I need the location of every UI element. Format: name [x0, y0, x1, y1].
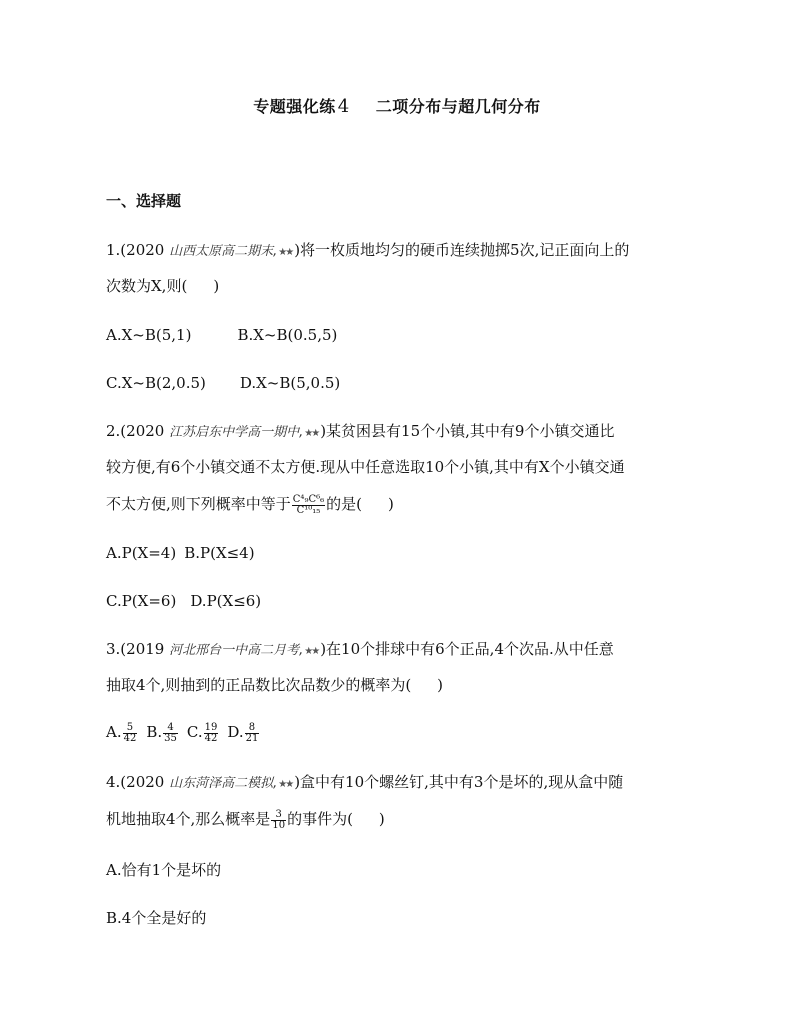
q1-number: 1.(2020: [106, 241, 165, 259]
q4-text2b: 的事件为(: [287, 810, 353, 828]
q3-option-c-frac: [204, 723, 219, 744]
q4-option-b: B.4个全是好的: [106, 909, 207, 927]
q3-option-b-frac: [163, 723, 178, 744]
difficulty-stars-icon: ★★: [278, 779, 293, 790]
frac-den: 42: [123, 732, 137, 744]
q1-options-ab: [106, 325, 337, 345]
q3-option-d-frac: [245, 723, 260, 744]
q3-text2: 抽取4个,则抽到的正品数比次品数少的概率为(: [106, 676, 412, 694]
q3-paren: ): [437, 676, 444, 694]
q2-source: 江苏启东中学高一期中,: [169, 425, 304, 440]
title-number: 4: [337, 96, 350, 117]
q4-frac-num: 3: [271, 810, 286, 821]
q3-number: 3.(2019: [106, 640, 165, 658]
q2-option-c: C.P(X=6): [106, 592, 177, 610]
q3-option-b-label: B.: [146, 723, 163, 741]
q2-option-d: D.P(X≤6): [190, 592, 262, 610]
difficulty-stars-icon: ★★: [278, 247, 293, 258]
q4-fraction: [271, 810, 286, 831]
q1-source: 山西太原高二期末,: [169, 244, 278, 259]
q4-frac-den: 10: [272, 819, 286, 831]
q3-option-c-label: C.: [186, 723, 203, 741]
q3-option-a-label: A.: [106, 723, 122, 741]
q2-text3b: 的是(: [326, 495, 362, 513]
q1-text2: 次数为X,则(: [106, 277, 188, 295]
q4-line2: [106, 809, 385, 831]
frac-num: 19: [204, 721, 218, 733]
q4-option-a: A.恰有1个是坏的: [106, 861, 222, 879]
q1-line2: [106, 276, 219, 296]
q1-paren: ): [213, 277, 220, 295]
q2-text3a: 不太方便,则下列概率中等于: [106, 495, 291, 513]
title-main: 专题强化练: [253, 97, 336, 116]
q2-options-ab: [106, 543, 255, 563]
q2-frac-den: C¹⁰₁₅: [296, 504, 321, 516]
q2-text1: )某贫困县有15个小镇,其中有9个小镇交通比: [320, 422, 615, 440]
q3-option-a-frac: [123, 723, 138, 744]
q2-text2: 较方便,有6个小镇交通不太方便.现从中任意选取10个小镇,其中有X个小镇交通: [106, 458, 625, 476]
q2-option-a: A.P(X=4): [106, 544, 177, 562]
section-heading: 一、选择题: [106, 192, 182, 210]
frac-den: 21: [245, 732, 259, 744]
q1-option-a: A.X~B(5,1): [106, 326, 192, 344]
q4-paren: ): [378, 810, 385, 828]
q4-source: 山东菏泽高二模拟,: [169, 776, 278, 791]
q1-option-b: B.X~B(0.5,5): [237, 326, 338, 344]
q4-text2a: 机地抽取4个,那么概率是: [106, 810, 271, 828]
title-sub: 二项分布与超几何分布: [375, 97, 541, 116]
frac-num: 5: [123, 723, 138, 734]
q2-line2: [106, 457, 625, 477]
q1-text1: )将一枚质地均匀的硬币连续抛掷5次,记正面向上的: [294, 241, 630, 259]
frac-den: 42: [204, 732, 218, 744]
q3-source: 河北邢台一中高二月考,: [169, 643, 304, 658]
q2-option-b: B.P(X≤4): [184, 544, 255, 562]
q3-line1: [106, 639, 614, 662]
q1-option-c: C.X~B(2,0.5): [106, 374, 206, 392]
q2-paren: ): [387, 495, 394, 513]
frac-num: 8: [245, 723, 260, 734]
q2-line1: [106, 421, 614, 444]
frac-den: 35: [164, 732, 177, 744]
q3-line2: [106, 675, 443, 695]
q3-option-d-label: D.: [227, 723, 244, 741]
difficulty-stars-icon: ★★: [304, 428, 319, 439]
q1-options-cd: [106, 373, 340, 393]
page-title: [0, 94, 794, 117]
q2-line3: [106, 494, 394, 516]
q1-option-d: D.X~B(5,0.5): [239, 374, 341, 392]
q3-text1: )在10个排球中有6个正品,4个次品.从中任意: [320, 640, 614, 658]
frac-num: 4: [163, 723, 178, 734]
q4-text1: )盒中有10个螺丝钉,其中有3个是坏的,现从盒中随: [294, 773, 624, 791]
q2-number: 2.(2020: [106, 422, 165, 440]
difficulty-stars-icon: ★★: [304, 646, 319, 657]
q3-options: [106, 722, 260, 744]
q1-line1: [106, 240, 629, 263]
q2-fraction: [292, 495, 325, 516]
q2-frac-num: C⁴₉C⁶₆: [292, 493, 325, 505]
q4-line1: [106, 772, 623, 795]
q2-options-cd: [106, 591, 261, 611]
q4-number: 4.(2020: [106, 773, 165, 791]
